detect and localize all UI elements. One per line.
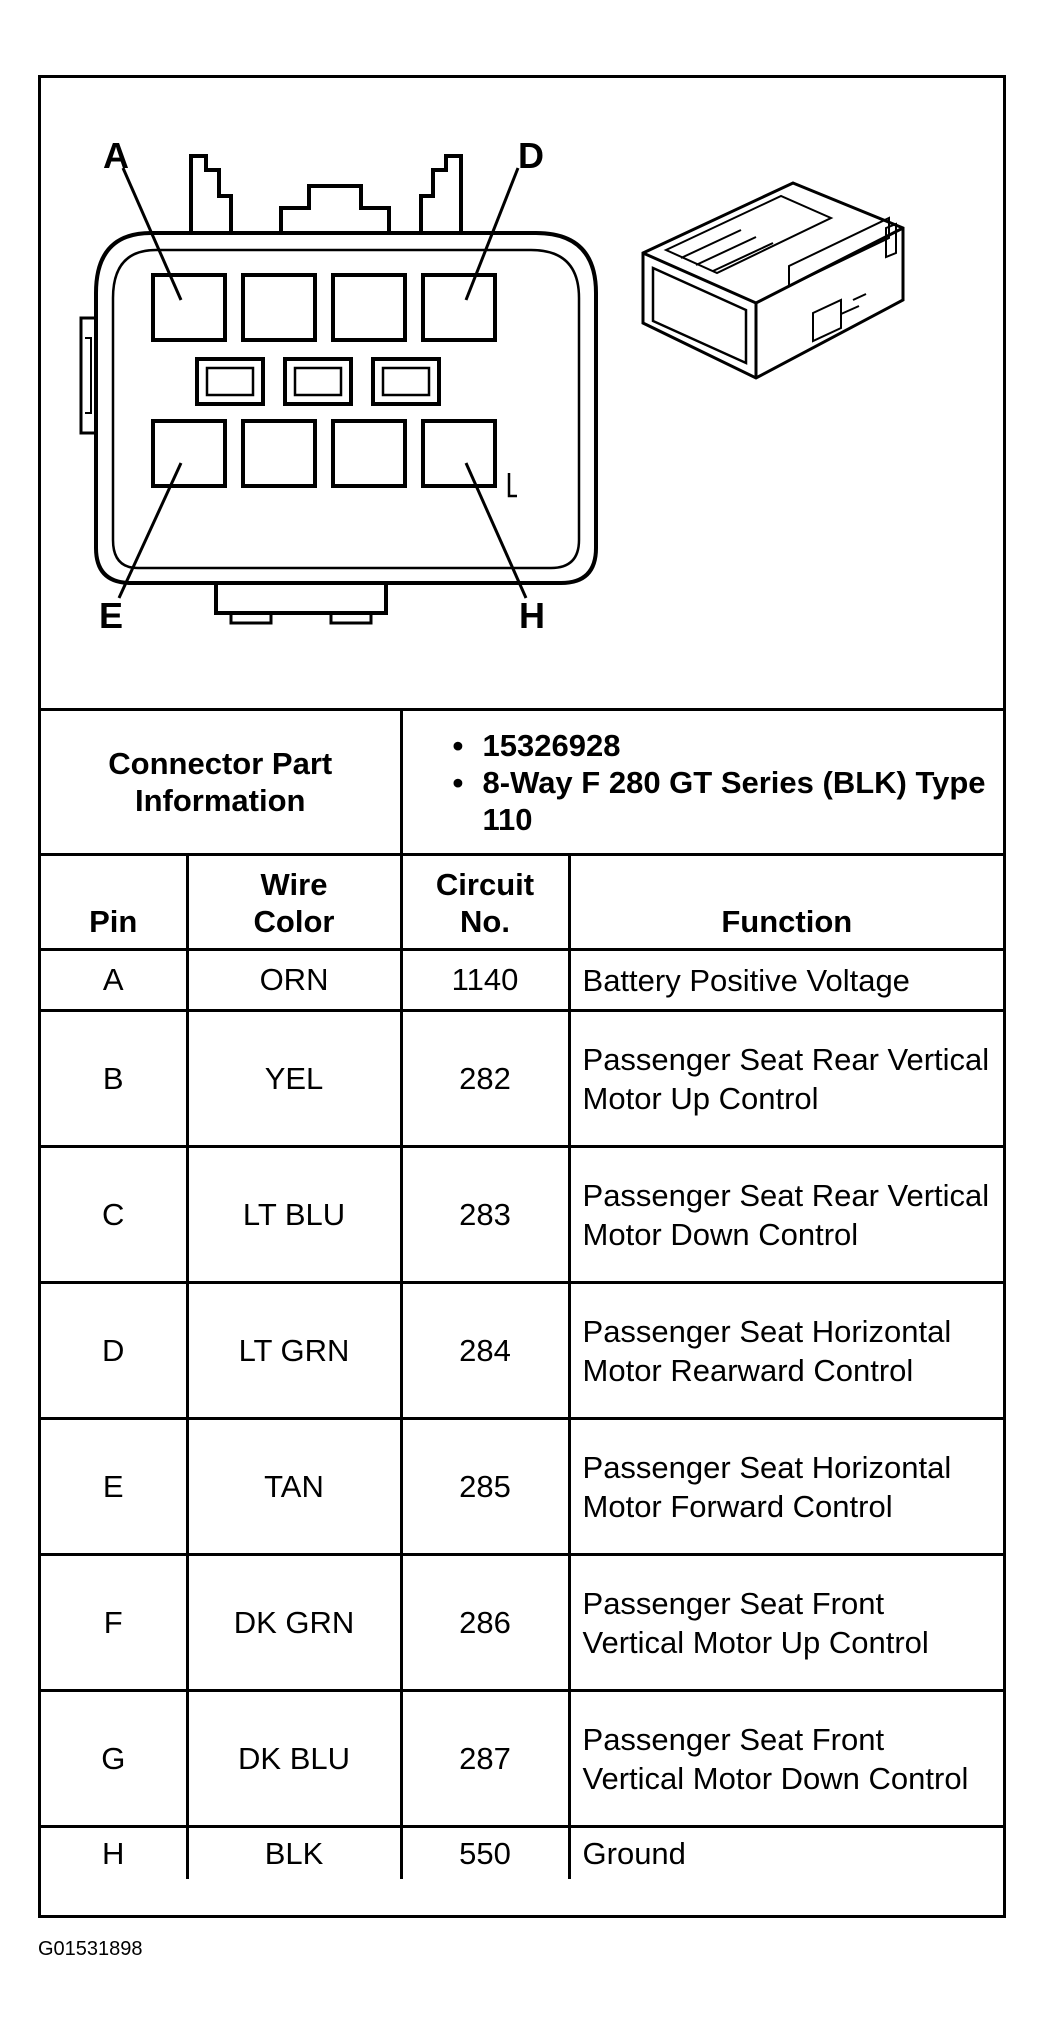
cavity-b <box>243 275 315 340</box>
cavity-e <box>153 421 225 486</box>
pin-label-e: E <box>99 595 124 636</box>
pin-label-h: H <box>519 595 545 636</box>
connector-info-label-cell <box>41 710 401 855</box>
function-cell: Passenger Seat Horizontal Motor Forward Control <box>569 1419 1003 1555</box>
pin-cell: D <box>41 1283 187 1419</box>
function-cell: Passenger Seat Front Vertical Motor Down Control <box>569 1691 1003 1827</box>
cavity-f <box>243 421 315 486</box>
cavity-c <box>333 275 405 340</box>
connector-description: • 8-Way F 280 GT Series (BLK) Type 110 <box>452 764 986 837</box>
pin-cell: A <box>41 950 187 1011</box>
table-row <box>41 950 1003 1011</box>
wire-color-cell: LT BLU <box>187 1147 401 1283</box>
pin-cell: C <box>41 1147 187 1283</box>
circuit-cell: 1140 <box>401 950 569 1011</box>
cavity-a <box>153 275 225 340</box>
function-cell: Passenger Seat Rear Vertical Motor Up Control <box>569 1011 1003 1147</box>
diagram-frame <box>38 75 1006 1918</box>
wire-color-cell: DK GRN <box>187 1555 401 1691</box>
connector-info-list <box>403 727 1004 838</box>
circuit-cell: 287 <box>401 1691 569 1827</box>
connector-info-values-cell <box>401 710 1003 855</box>
table-row <box>41 1691 1003 1827</box>
cavity-g <box>333 421 405 486</box>
left-latch <box>191 156 231 233</box>
table-row <box>41 1011 1003 1147</box>
circuit-cell: 282 <box>401 1011 569 1147</box>
function-cell: Passenger Seat Front Vertical Motor Up Control <box>569 1555 1003 1691</box>
function-cell: Battery Positive Voltage <box>569 950 1003 1011</box>
pin-label-d: D <box>518 135 544 176</box>
cavity-h <box>423 421 495 486</box>
connector-body-inner <box>113 250 579 568</box>
circuit-cell: 283 <box>401 1147 569 1283</box>
connector-info-row <box>41 710 1003 855</box>
wire-color-cell: YEL <box>187 1011 401 1147</box>
pin-cell: E <box>41 1419 187 1555</box>
wire-color-cell: ORN <box>187 950 401 1011</box>
connector-pinout-table <box>41 708 1003 1879</box>
header-wire-color: Wire Color <box>187 855 401 950</box>
connector-info-label: Connector Part Information <box>108 746 333 818</box>
header-circuit-no: Circuit No. <box>401 855 569 950</box>
table-row <box>41 1419 1003 1555</box>
function-cell: Ground <box>569 1827 1003 1880</box>
table-row <box>41 1283 1003 1419</box>
connector-face-drawing <box>41 78 1003 708</box>
table-header-row <box>41 855 1003 950</box>
header-pin: Pin <box>41 855 187 950</box>
table-row <box>41 1147 1003 1283</box>
center-key <box>281 186 389 233</box>
figure-id: G01531898 <box>38 1938 143 1960</box>
pin-label-a: A <box>103 135 129 176</box>
pin-cell: F <box>41 1555 187 1691</box>
wire-color-cell: LT GRN <box>187 1283 401 1419</box>
connector-body-outline <box>96 233 596 583</box>
table-row <box>41 1555 1003 1691</box>
cavity-d <box>423 275 495 340</box>
circuit-cell: 550 <box>401 1827 569 1880</box>
circuit-cell: 286 <box>401 1555 569 1691</box>
right-latch <box>421 156 461 233</box>
circuit-cell: 284 <box>401 1283 569 1419</box>
connector-isometric-view <box>643 183 903 378</box>
wire-color-cell: BLK <box>187 1827 401 1880</box>
connector-figure <box>41 78 1003 708</box>
wire-color-cell: DK BLU <box>187 1691 401 1827</box>
leader-e <box>119 463 181 598</box>
side-tab <box>81 318 96 433</box>
pin-cell: H <box>41 1827 187 1880</box>
header-function: Function <box>569 855 1003 950</box>
pin-cell: G <box>41 1691 187 1827</box>
function-cell: Passenger Seat Horizontal Motor Rearward Control <box>569 1283 1003 1419</box>
wire-color-cell: TAN <box>187 1419 401 1555</box>
circuit-cell: 285 <box>401 1419 569 1555</box>
function-cell: Passenger Seat Rear Vertical Motor Down Control <box>569 1147 1003 1283</box>
bottom-rail <box>216 583 386 613</box>
table-row <box>41 1827 1003 1880</box>
pin-cell: B <box>41 1011 187 1147</box>
connector-part-number: • 15326928 <box>452 727 621 763</box>
